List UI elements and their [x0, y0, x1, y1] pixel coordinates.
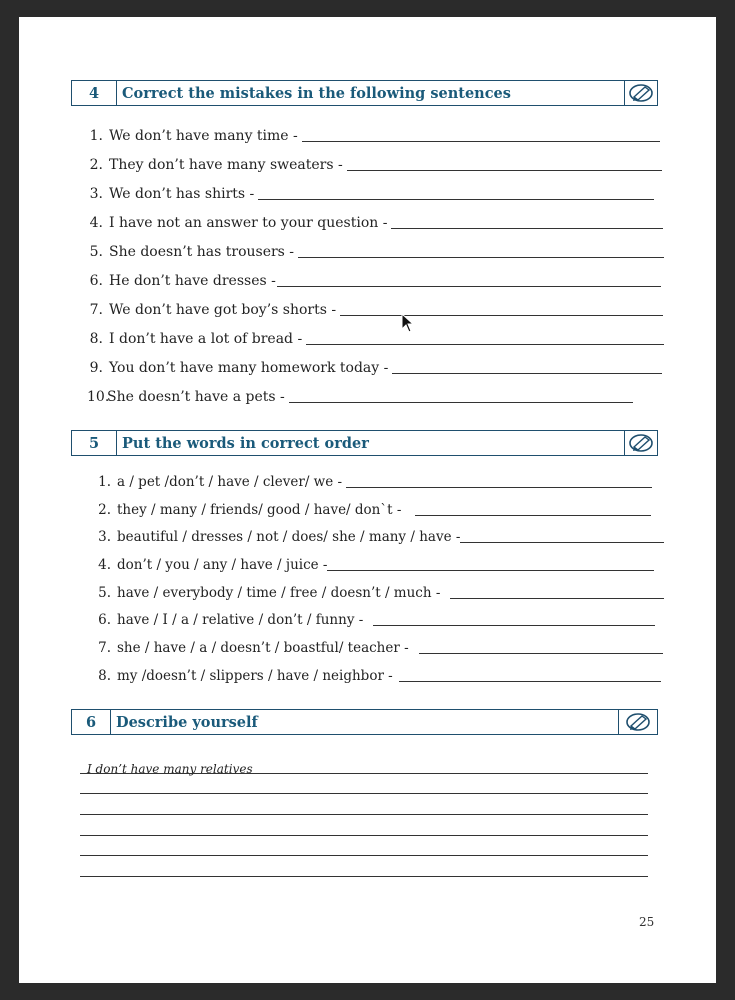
exercise-4-item [87, 128, 660, 144]
item-text: We don’t has shirts - [109, 186, 255, 202]
item-text: a / pet /don’t / have / clever/ we - [117, 474, 343, 490]
item-text: my /doesn’t / slippers / have / neighbor - [117, 668, 393, 684]
page-number: 25 [639, 915, 655, 929]
item-text: beautiful / dresses / not / does/ she / many / have - [117, 529, 461, 545]
item-text: We don’t have many time - [109, 128, 298, 144]
section-4-header [71, 80, 658, 106]
answer-line[interactable] [302, 140, 660, 142]
answer-line[interactable] [415, 514, 651, 516]
answer-line[interactable] [399, 680, 661, 682]
exercise-5-item [97, 557, 654, 573]
item-text: They don’t have many sweaters - [109, 157, 343, 173]
item-number: 6. [98, 612, 111, 628]
exercise-4-item [87, 389, 633, 405]
item-text: You don’t have many homework today - [109, 360, 389, 376]
section-4-number: 4 [72, 81, 117, 105]
exercise-4-item [87, 186, 654, 202]
answer-line[interactable] [391, 227, 663, 229]
item-text: don’t / you / any / have / juice - [117, 557, 328, 573]
item-text: they / many / friends/ good / have/ don`t - [117, 502, 402, 518]
item-number: 10. [87, 389, 110, 405]
item-text: I have not an answer to your question - [109, 215, 388, 231]
exercise-4-item [87, 157, 662, 173]
item-text: He don’t have dresses - [109, 273, 276, 289]
example-answer: I don’t have many relatives [87, 762, 253, 776]
item-number: 4. [98, 557, 111, 573]
exercise-5-item [97, 585, 664, 601]
answer-line[interactable] [373, 624, 655, 626]
item-number: 8. [98, 668, 111, 684]
item-text: She doesn’t have a pets - [107, 389, 285, 405]
item-number: 5. [89, 244, 103, 260]
answer-line[interactable] [298, 256, 664, 258]
item-number: 8. [89, 331, 103, 347]
writing-line[interactable] [80, 835, 648, 836]
item-number: 7. [98, 640, 111, 656]
item-text: she / have / a / doesn’t / boastful/ teacher - [117, 640, 409, 656]
answer-line[interactable] [347, 169, 662, 171]
item-number: 1. [98, 474, 111, 490]
item-text: I don’t have a lot of bread - [109, 331, 303, 347]
answer-line[interactable] [258, 198, 654, 200]
item-text: have / everybody / time / free / doesn’t / much - [117, 585, 441, 601]
item-number: 2. [89, 157, 103, 173]
answer-line[interactable] [306, 343, 664, 345]
section-6-header [71, 709, 658, 735]
exercise-4-item [87, 360, 662, 376]
exercise-4-item [87, 215, 663, 231]
answer-line[interactable] [419, 652, 663, 654]
section-6-number: 6 [72, 710, 111, 734]
exercise-5-item [97, 502, 651, 518]
writing-line[interactable] [80, 876, 648, 877]
section-5-number: 5 [72, 431, 117, 455]
item-text: We don’t have got boy’s shorts - [109, 302, 337, 318]
pencil-icon [618, 710, 657, 734]
item-number: 1. [89, 128, 103, 144]
section-5-header [71, 430, 658, 456]
pencil-icon [624, 431, 657, 455]
answer-line[interactable] [340, 314, 663, 316]
item-number: 9. [89, 360, 103, 376]
item-text: have / I / a / relative / don’t / funny - [117, 612, 364, 628]
item-number: 2. [98, 502, 111, 518]
section-4-title: Correct the mistakes in the following sentences [122, 84, 511, 102]
answer-line[interactable] [460, 541, 664, 543]
writing-line[interactable] [80, 855, 648, 856]
exercise-5-item [97, 640, 663, 656]
answer-line[interactable] [327, 569, 654, 571]
exercise-5-item [97, 529, 664, 545]
worksheet-page [19, 17, 716, 983]
exercise-5-item [97, 612, 655, 628]
item-text: She doesn’t has trousers - [109, 244, 295, 260]
pencil-icon [624, 81, 657, 105]
section-6-title: Describe yourself [116, 713, 258, 731]
answer-line[interactable] [392, 372, 662, 374]
writing-line[interactable] [80, 814, 648, 815]
exercise-4-item [87, 244, 664, 260]
item-number: 7. [89, 302, 103, 318]
answer-line[interactable] [277, 285, 661, 287]
item-number: 4. [89, 215, 103, 231]
item-number: 3. [89, 186, 103, 202]
section-5-title: Put the words in correct order [122, 434, 369, 452]
writing-line[interactable] [80, 793, 648, 794]
item-number: 3. [98, 529, 111, 545]
exercise-4-item [87, 302, 663, 318]
answer-line[interactable] [346, 486, 652, 488]
item-number: 6. [89, 273, 103, 289]
item-number: 5. [98, 585, 111, 601]
writing-line[interactable] [80, 773, 648, 774]
exercise-5-item [97, 474, 652, 490]
exercise-4-item [87, 273, 661, 289]
answer-line[interactable] [450, 597, 664, 599]
answer-line[interactable] [289, 401, 633, 403]
exercise-5-item [97, 668, 661, 684]
mouse-cursor-icon [401, 313, 415, 337]
exercise-4-item [87, 331, 664, 347]
